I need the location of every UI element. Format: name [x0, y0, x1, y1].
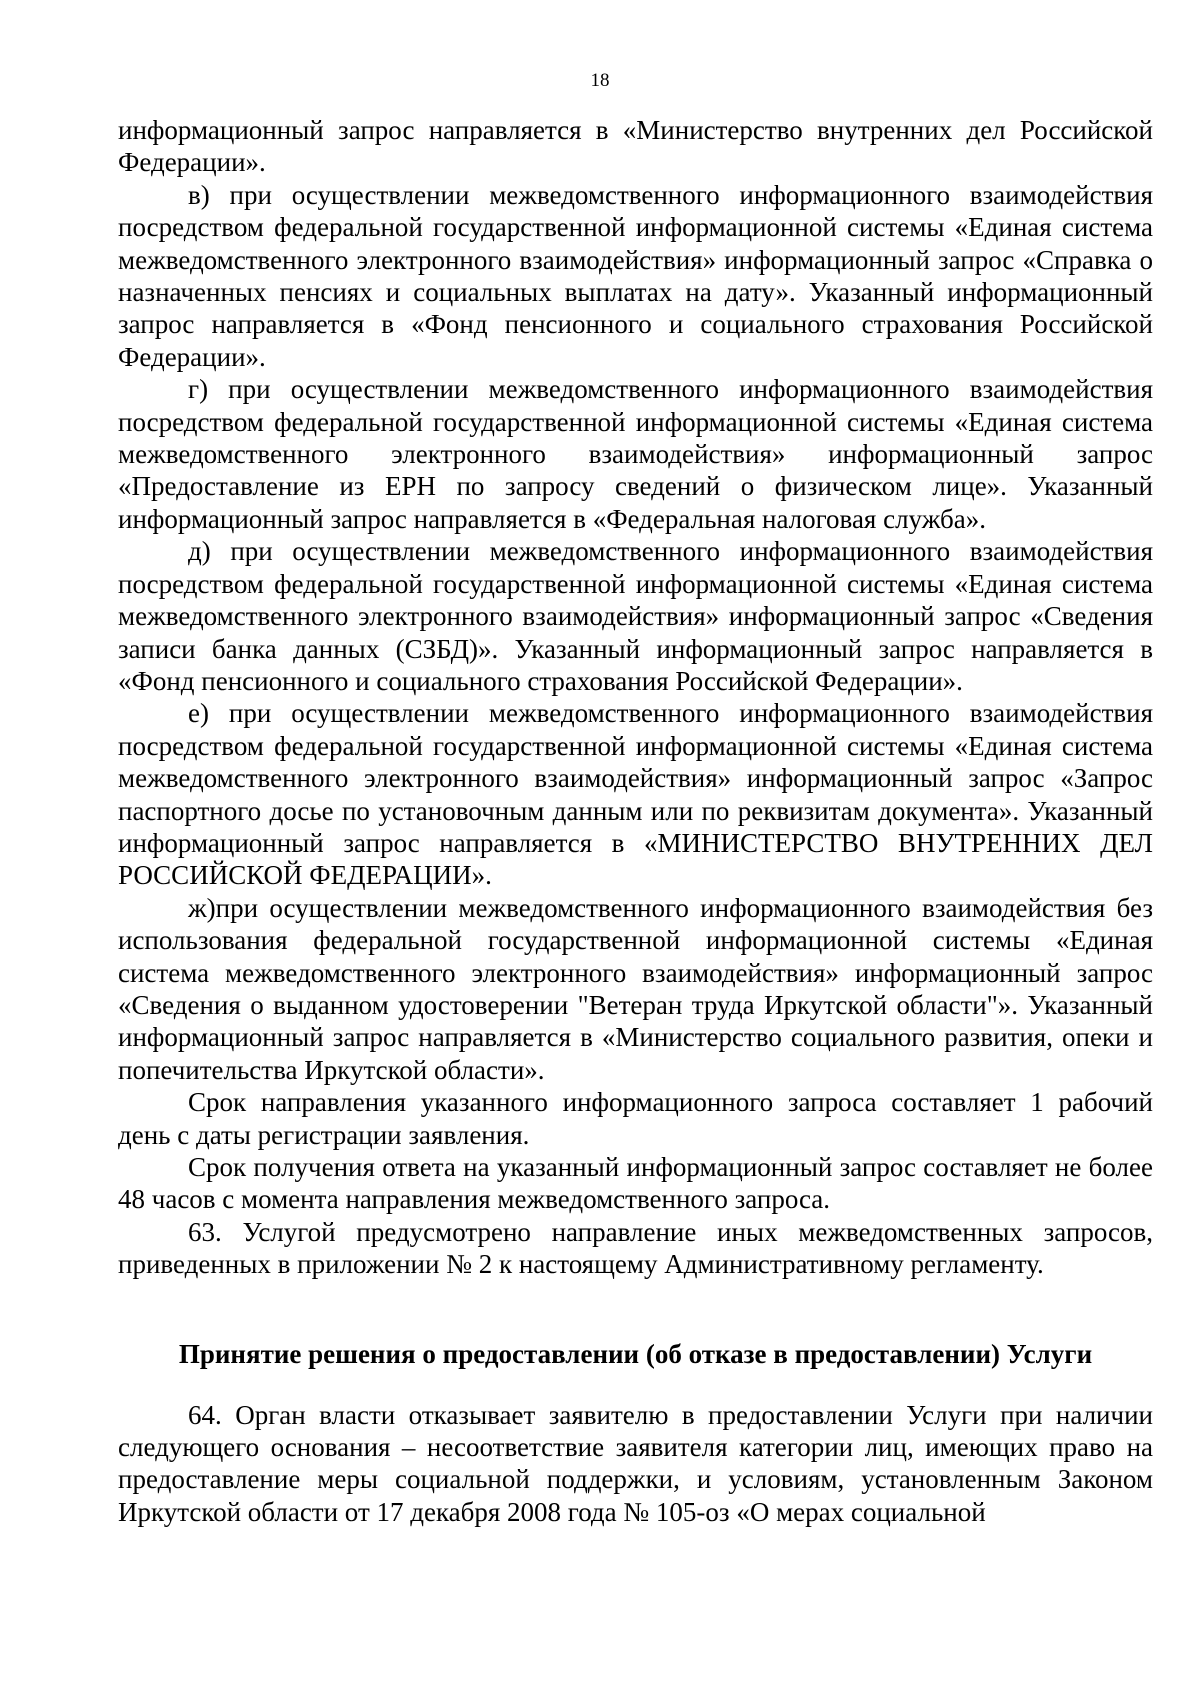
document-body: [118, 114, 1153, 1528]
section-heading: Принятие решения о предоставлении (об отказе в предоставлении) Услуги: [178, 1338, 1093, 1369]
body-paragraph: в) при осуществлении межведомственного информационного взаимодействия посредством федеральной государственной информационной системы «Единая система межведомственного электронного взаимодействия» информационный запрос «Справка о назначенных пенсиях и социальных выплатах на дату». Указанный информационный запрос направляется в «Фонд пенсионного и социального страхования Российской Федерации».: [118, 179, 1153, 372]
body-paragraph: е) при осуществлении межведомственного информационного взаимодействия посредством федеральной государственной информационной системы «Единая система межведомственного электронного взаимодействия» информационный запрос «Запрос паспортного досье по установочным данным или по реквизитам документа». Указанный информационный запрос направляется в «МИНИСТЕРСТВО ВНУТРЕННИХ ДЕЛ РОССИЙСКОЙ ФЕДЕРАЦИИ».: [118, 698, 1153, 891]
body-paragraph: информационный запрос направляется в «Министерство внутренних дел Российской Федерации».: [118, 115, 1153, 178]
paragraphs-after-heading: [118, 1399, 1153, 1529]
paragraphs-before-heading: [118, 114, 1153, 1281]
body-paragraph: г) при осуществлении межведомственного информационного взаимодействия посредством федеральной государственной информационной системы «Единая система межведомственного электронного взаимодействия» информационный запрос «Предоставление из ЕРН по запросу сведений о физическом лице». Указанный информационный запрос направляется в «Федеральная налоговая служба».: [118, 374, 1153, 534]
body-paragraph: 63. Услугой предусмотрено направление иных межведомственных запросов, приведенных в приложении № 2 к настоящему Административному регламенту.: [118, 1216, 1153, 1280]
body-paragraph: д) при осуществлении межведомственного информационного взаимодействия посредством федеральной государственной информационной системы «Единая система межведомственного электронного взаимодействия» информационный запрос «Сведения записи банка данных (СЗБД)». Указанный информационный запрос направляется в «Фонд пенсионного и социального страхования Российской Федерации».: [118, 536, 1153, 696]
body-paragraph: 64. Орган власти отказывает заявителю в предоставлении Услуги при наличии следующего основания – несоответствие заявителя категории лиц, имеющих право на предоставление меры социальной поддержки, и условиям, установленным Законом Иркутской области от 17 декабря 2008 года № 105-оз «О мерах социальной: [118, 1399, 1153, 1527]
body-paragraph: Срок направления указанного информационного запроса составляет 1 рабочий день с даты регистрации заявления.: [118, 1087, 1153, 1150]
body-paragraph: ж)при осуществлении межведомственного информационного взаимодействия без использования федеральной государственной информационной системы «Единая система межведомственного электронного взаимодействия» информационный запрос «Сведения о выданном удостоверении "Ветеран труда Иркутской области"». Указанный информационный запрос направляется в «Министерство социального развития, опеки и попечительства Иркутской области».: [118, 892, 1153, 1085]
page-number: 18: [590, 70, 610, 91]
body-paragraph: Срок получения ответа на указанный информационный запрос составляет не более 48 часов с момента направления межведомственного запроса.: [118, 1152, 1153, 1215]
